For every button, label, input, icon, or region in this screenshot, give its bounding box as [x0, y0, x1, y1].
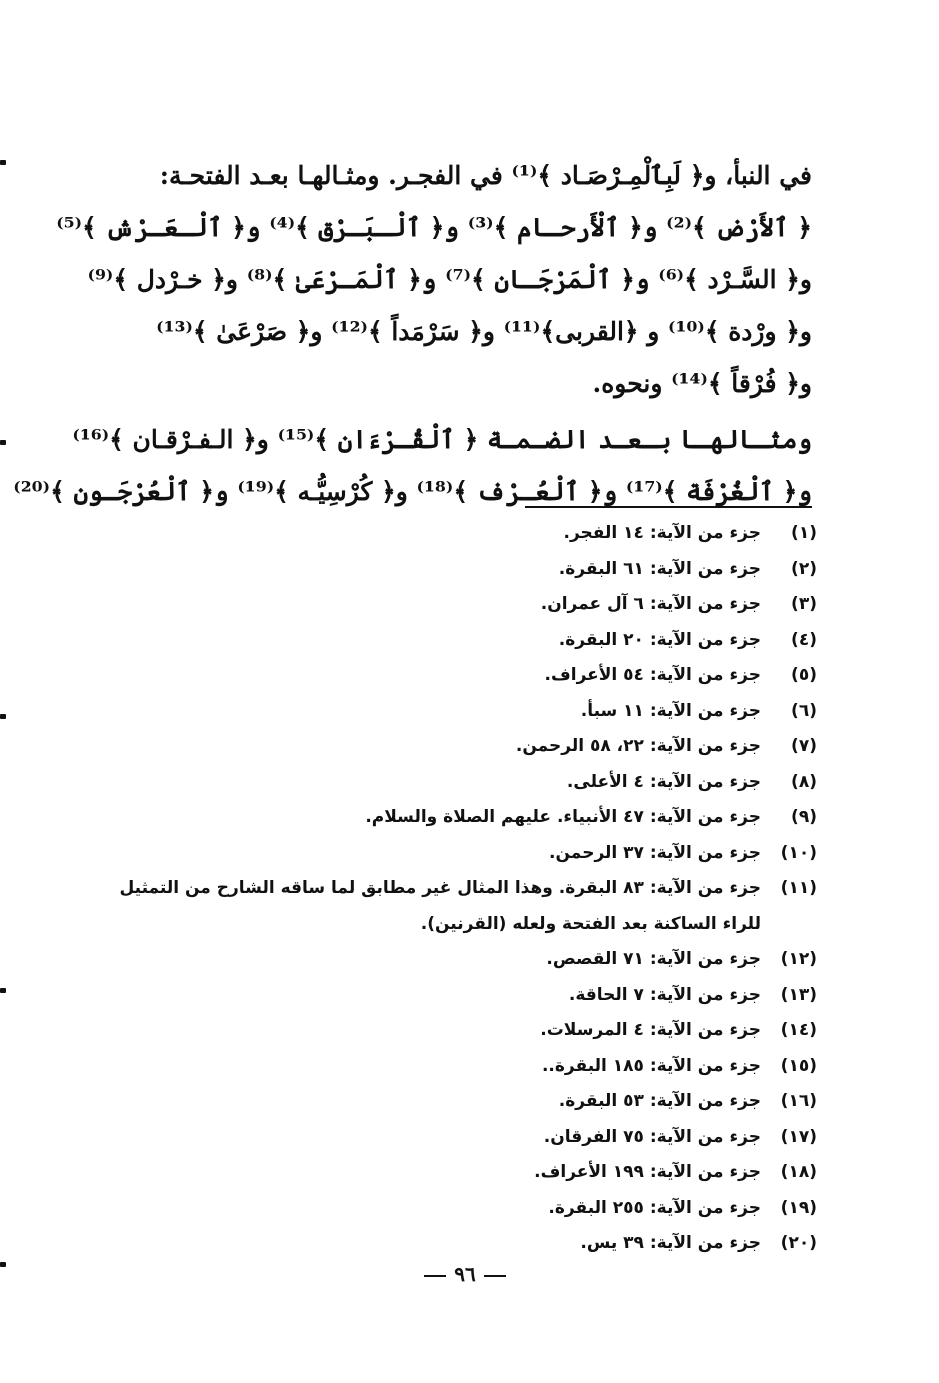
footnote-text: جزء من الآية: ٨٣ البقرة. وهذا المثال غير مطابق لما ساقه الشارح من التمثيل للراء الساكنة بعد الفتحة ولعله (القرنين).: [119, 878, 761, 934]
footnote-number: (١٨): [780, 1162, 817, 1182]
footnote: [112, 1049, 817, 1085]
footnote-text: جزء من الآية: ٣٧ الرحمن.: [549, 842, 761, 863]
footnote-number: (٢): [791, 558, 817, 579]
text-line: و﴿ ٱلْغُرْفَة ﴾⁽¹⁷⁾ و﴿ ٱلْعُـرْف ﴾⁽¹⁸⁾ و﴿ كُرْسِيُّـه ﴾⁽¹⁹⁾ و﴿ ٱلْعُرْجَـون ﴾⁽²⁰⁾: [13, 477, 812, 506]
footnote: [112, 694, 817, 730]
footnotes-list: [112, 516, 817, 1262]
footnote-text: جزء من الآية: ٧ الحاقة.: [568, 984, 761, 1005]
footnote: [112, 1226, 817, 1262]
footnote-text: جزء من الآية: ٥٣ البقرة.: [558, 1091, 761, 1111]
page-number-dash: [424, 1275, 446, 1277]
scan-edge-mark: [0, 160, 6, 165]
footnote: [112, 516, 817, 552]
footnote: [112, 1013, 817, 1049]
footnote: [112, 552, 817, 588]
scan-edge-mark: [0, 440, 6, 445]
footnote: [112, 1120, 817, 1156]
footnote-number: (٣): [791, 594, 817, 614]
page-number: [400, 1262, 530, 1286]
footnote-text: جزء من الآية: ٢٠ البقرة.: [558, 629, 761, 650]
footnote-number: (١٠): [780, 842, 817, 863]
footnote: [112, 978, 817, 1014]
footnote: [112, 587, 817, 623]
footnote-text: جزء من الآية: ٤ الأعلى.: [566, 771, 761, 792]
footnote: [112, 1191, 817, 1227]
main-text: [13, 150, 812, 518]
footnote: [112, 942, 817, 978]
footnote-number: (٢٠): [780, 1233, 817, 1253]
footnote-number: (٩): [791, 807, 817, 827]
footnote-number: (١٧): [780, 1126, 817, 1147]
footnote-number: (٦): [791, 700, 817, 721]
footnote-text: جزء من الآية: ٣٩ يس.: [580, 1233, 761, 1253]
footnote-text: جزء من الآية: ٢٥٥ البقرة.: [548, 1197, 761, 1218]
footnote-number: (٥): [791, 665, 817, 685]
footnote-number: (٨): [791, 771, 817, 792]
footnote-number: (١٣): [780, 984, 817, 1005]
footnote-number: (١٢): [780, 949, 817, 969]
footnote-number: (١٤): [780, 1020, 817, 1040]
footnote-text: جزء من الآية: ٢٢، ٥٨ الرحمن.: [515, 736, 761, 756]
text-line: ومثـالهـا بـعـد الضـمـة ﴿ ٱلْقُـرْءَان ﴾⁽¹⁵⁾ و﴿ الـفـرْقـان ﴾⁽¹⁶⁾: [72, 425, 812, 454]
footnote-text: جزء من الآية: ٦ آل عمران.: [540, 594, 761, 614]
footnote-text: جزء من الآية: ٤ المرسلات.: [540, 1020, 761, 1040]
footnote: [112, 623, 817, 659]
footnote-number: (١٩): [780, 1197, 817, 1218]
text-line: ﴿ ٱلأَرْض ﴾⁽²⁾ و﴿ ٱلْأَرحـام ﴾⁽³⁾ و﴿ ٱلْـبَـرْق ﴾⁽⁴⁾ و﴿ ٱلْـعَـرْش ﴾⁽⁵⁾: [56, 213, 812, 242]
footnote-text: جزء من الآية: ٦١ البقرة.: [558, 558, 761, 579]
footnote-text: جزء من الآية: ١١ سبأ.: [580, 700, 761, 721]
footnote: [112, 1084, 817, 1120]
text-line: و﴿ ورْدة ﴾⁽¹⁰⁾ و ﴿القربى﴾⁽¹¹⁾ و﴿ سَرْمَداً ﴾⁽¹²⁾ و﴿ صَرْعَىٰ ﴾⁽¹³⁾: [156, 317, 812, 346]
footnote-text: جزء من الآية: ١٨٥ البقرة..: [541, 1055, 761, 1076]
footnote-text: جزء من الآية: ١٤ الفجر.: [563, 523, 761, 543]
footnote-separator: [525, 506, 812, 508]
footnote-number: (١٦): [780, 1091, 817, 1111]
footnote-text: جزء من الآية: ٥٤ الأعراف.: [544, 665, 761, 685]
footnote-number: (١٥): [780, 1055, 817, 1076]
footnote: [112, 800, 817, 836]
text-line: و﴿ فُرْقاً ﴾⁽¹⁴⁾ ونحوه.: [592, 369, 812, 398]
footnote: [112, 871, 817, 942]
footnote: [112, 1155, 817, 1191]
footnote: [112, 836, 817, 872]
text-line: و﴿ السَّـرْد ﴾⁽⁶⁾ و﴿ ٱلْمَرْجَـان ﴾⁽⁷⁾ و﴿ ٱلْمَـرْعَىٰ ﴾⁽⁸⁾ و﴿ خـرْدل ﴾⁽⁹⁾: [87, 265, 812, 294]
footnote: [112, 729, 817, 765]
page-number-dash: [484, 1275, 506, 1277]
scan-edge-mark: [0, 714, 6, 719]
scan-edge-mark: [0, 988, 6, 993]
footnote-text: جزء من الآية: ١٩٩ الأعراف.: [534, 1162, 761, 1182]
footnote-number: (٧): [791, 736, 817, 756]
footnote-text: جزء من الآية: ٤٧ الأنبياء. عليهم الصلاة والسلام.: [365, 807, 761, 827]
footnote-text: جزء من الآية: ٧١ القصص.: [546, 949, 761, 969]
footnote-number: (٤): [791, 629, 817, 650]
text-line: في النبأ، و﴿ لَبِٱلْمِـرْصَـاد ﴾⁽¹⁾ في الفجـر. ومثـالهـا بعـد الفتحـة:: [159, 161, 812, 190]
footnote-text: جزء من الآية: ٧٥ الفرقان.: [543, 1126, 761, 1147]
footnote-number: (١): [791, 523, 817, 543]
page-number-value: ٩٦: [454, 1262, 476, 1286]
scan-edge-mark: [0, 1262, 6, 1267]
footnote: [112, 658, 817, 694]
footnote: [112, 765, 817, 801]
footnote-number: (١١): [780, 878, 817, 898]
